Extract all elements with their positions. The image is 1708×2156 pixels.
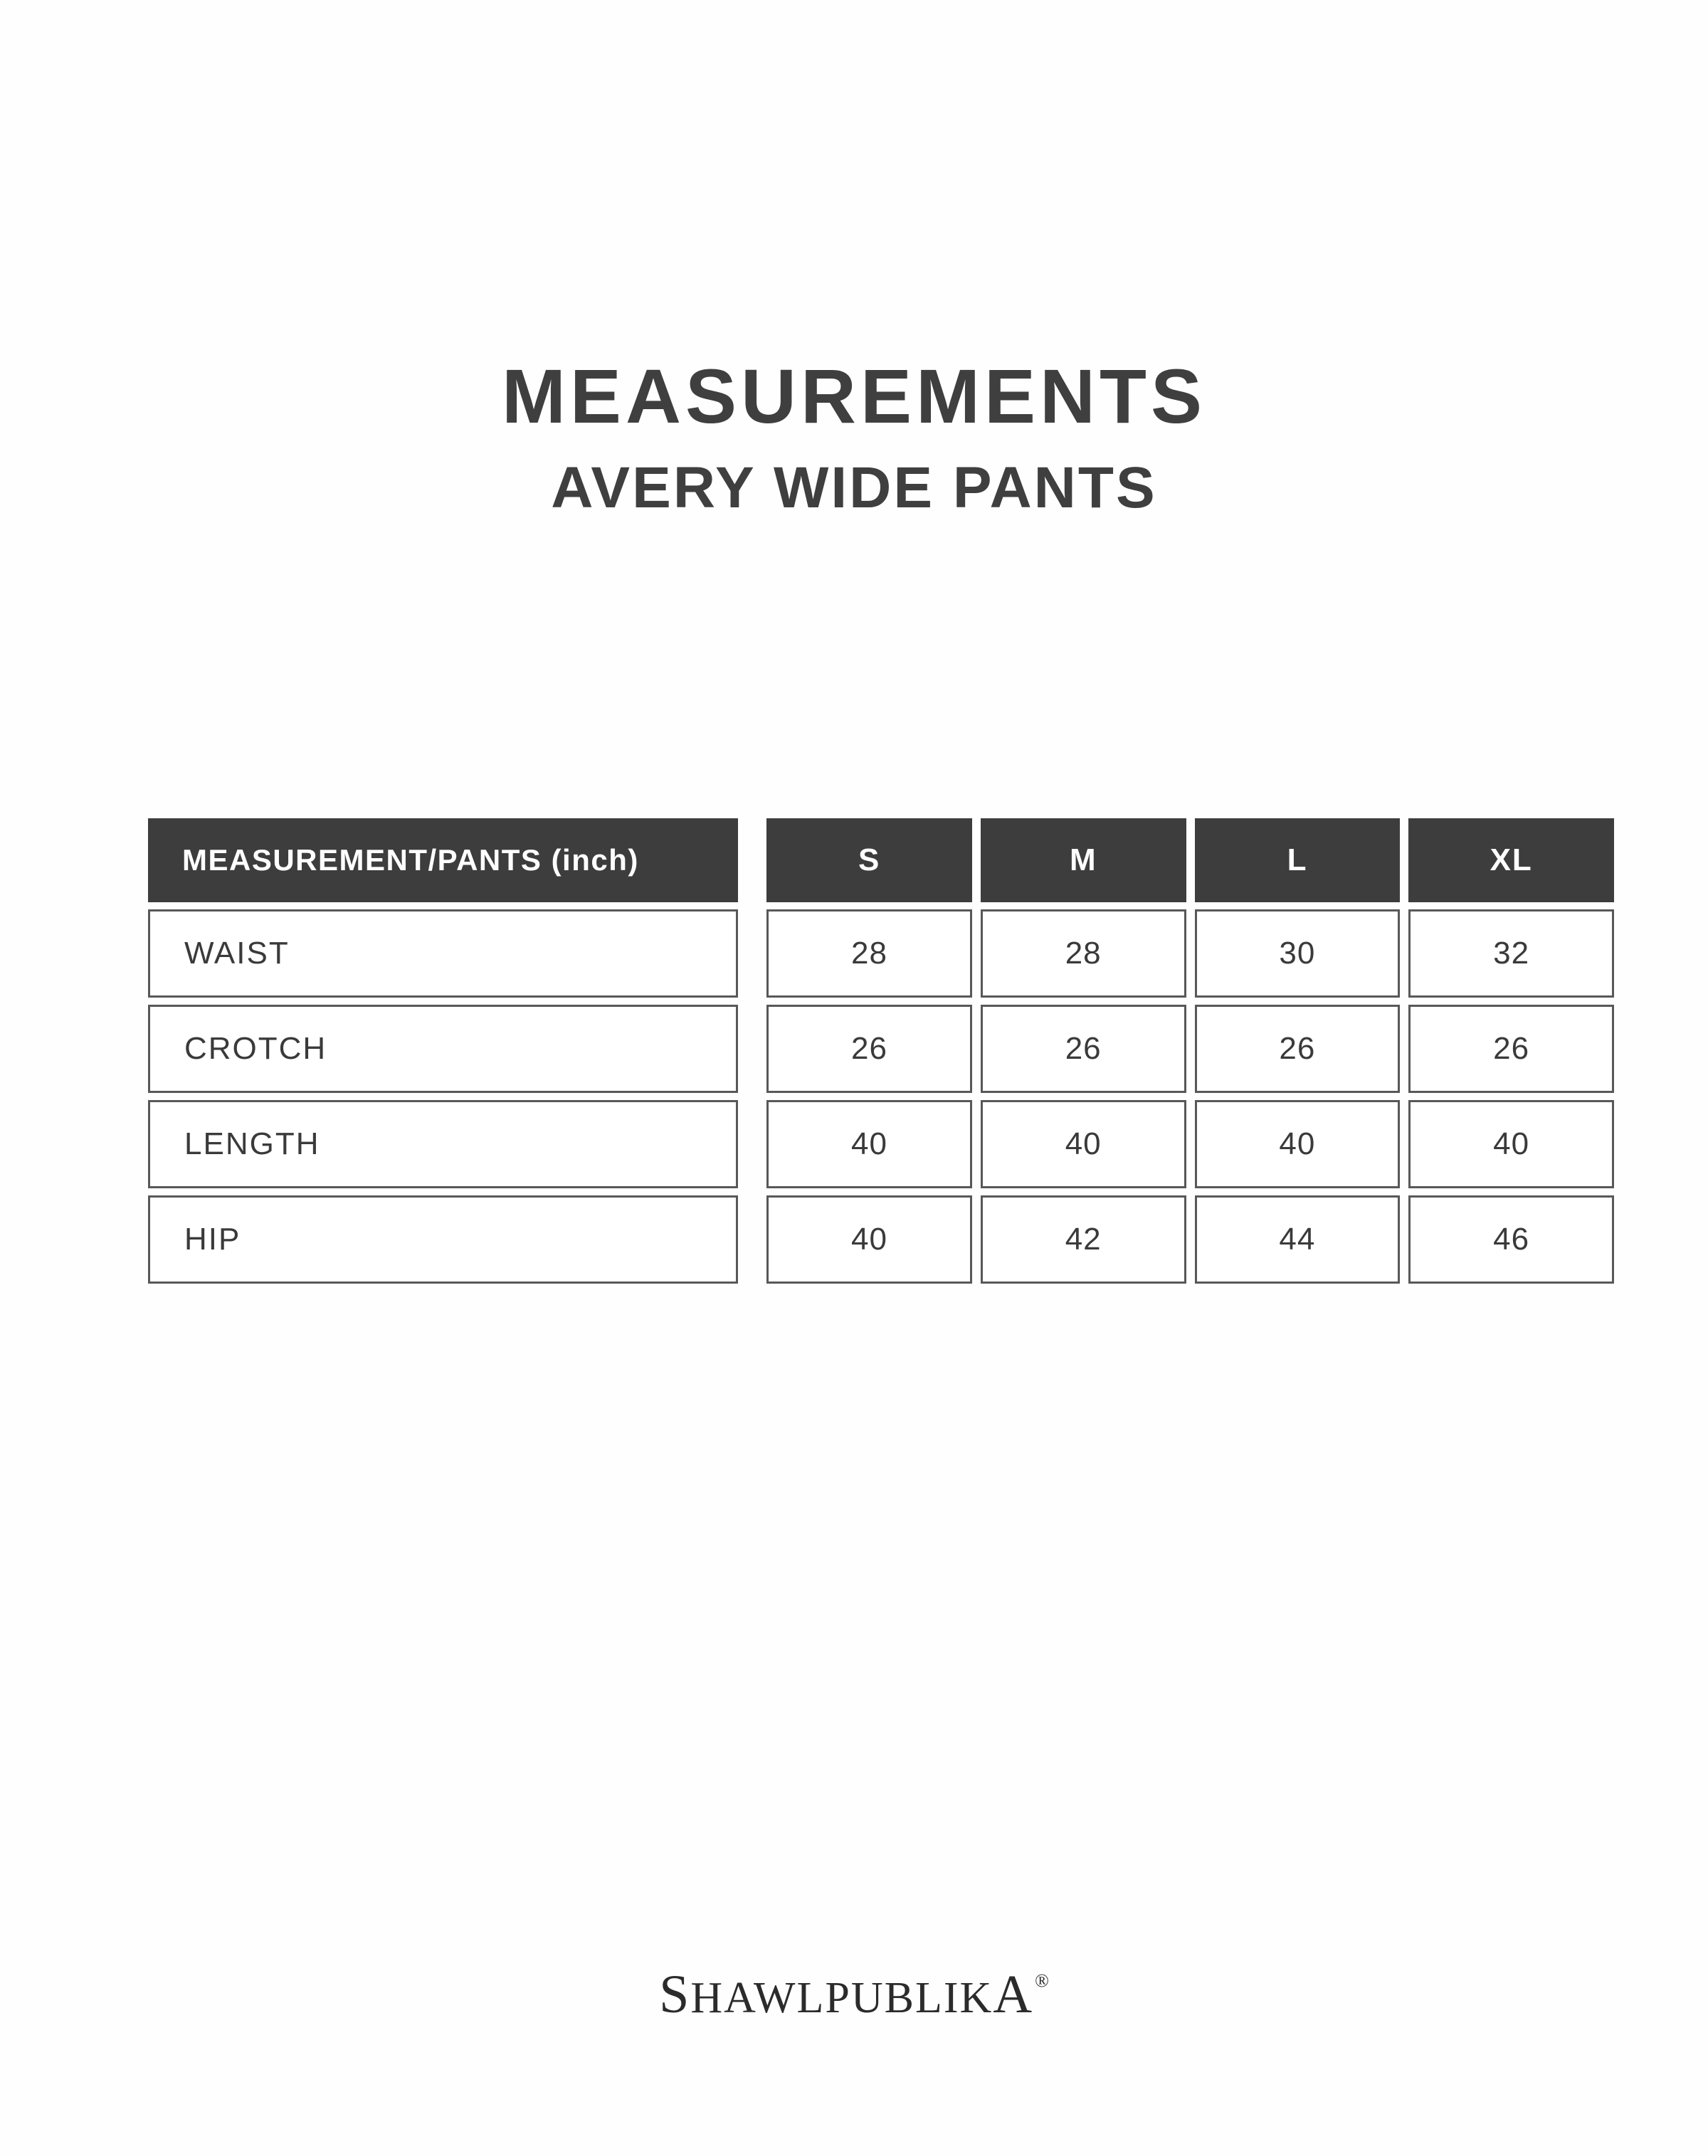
column-gap	[738, 818, 758, 902]
cell-crotch-xl: 26	[1408, 1005, 1614, 1093]
footer	[0, 1964, 1708, 2026]
page-title: MEASUREMENTS	[501, 353, 1207, 439]
table-row	[148, 1195, 1614, 1284]
column-header-xl: XL	[1408, 818, 1614, 902]
cell-waist-s: 28	[766, 909, 972, 998]
title-block	[0, 353, 1708, 521]
table-row	[148, 909, 1614, 998]
column-gap	[738, 1100, 758, 1188]
cell-hip-m: 42	[981, 1195, 1186, 1284]
page-subtitle: AVERY WIDE PANTS	[551, 455, 1157, 521]
measurements-table	[148, 818, 1614, 1284]
cell-length-s: 40	[766, 1100, 972, 1188]
brand-name-mid: HAWLPUBLIK	[690, 1974, 993, 2022]
row-label-length: LENGTH	[148, 1100, 738, 1188]
cell-hip-s: 40	[766, 1195, 972, 1284]
table-row	[148, 1100, 1614, 1188]
brand-initial-a: A	[993, 1965, 1034, 2024]
column-header-measurement: MEASUREMENT/PANTS (inch)	[148, 818, 738, 902]
cell-waist-l: 30	[1195, 909, 1401, 998]
cell-waist-xl: 32	[1408, 909, 1614, 998]
cell-hip-l: 44	[1195, 1195, 1401, 1284]
row-label-waist: WAIST	[148, 909, 738, 998]
cell-hip-xl: 46	[1408, 1195, 1614, 1284]
row-label-crotch: CROTCH	[148, 1005, 738, 1093]
cell-length-m: 40	[981, 1100, 1186, 1188]
cell-length-xl: 40	[1408, 1100, 1614, 1188]
cell-crotch-m: 26	[981, 1005, 1186, 1093]
row-label-hip: HIP	[148, 1195, 738, 1284]
cell-length-l: 40	[1195, 1100, 1401, 1188]
column-header-m: M	[981, 818, 1186, 902]
column-gap	[738, 1195, 758, 1284]
brand-logo	[659, 1964, 1049, 2026]
registered-mark-icon: ®	[1035, 1970, 1050, 1992]
column-header-s: S	[766, 818, 972, 902]
cell-waist-m: 28	[981, 909, 1186, 998]
column-header-l: L	[1195, 818, 1401, 902]
table-row	[148, 1005, 1614, 1093]
brand-initial-s: S	[659, 1965, 691, 2024]
cell-crotch-s: 26	[766, 1005, 972, 1093]
column-gap	[738, 909, 758, 998]
cell-crotch-l: 26	[1195, 1005, 1401, 1093]
table-header-row	[148, 818, 1614, 902]
column-gap	[738, 1005, 758, 1093]
